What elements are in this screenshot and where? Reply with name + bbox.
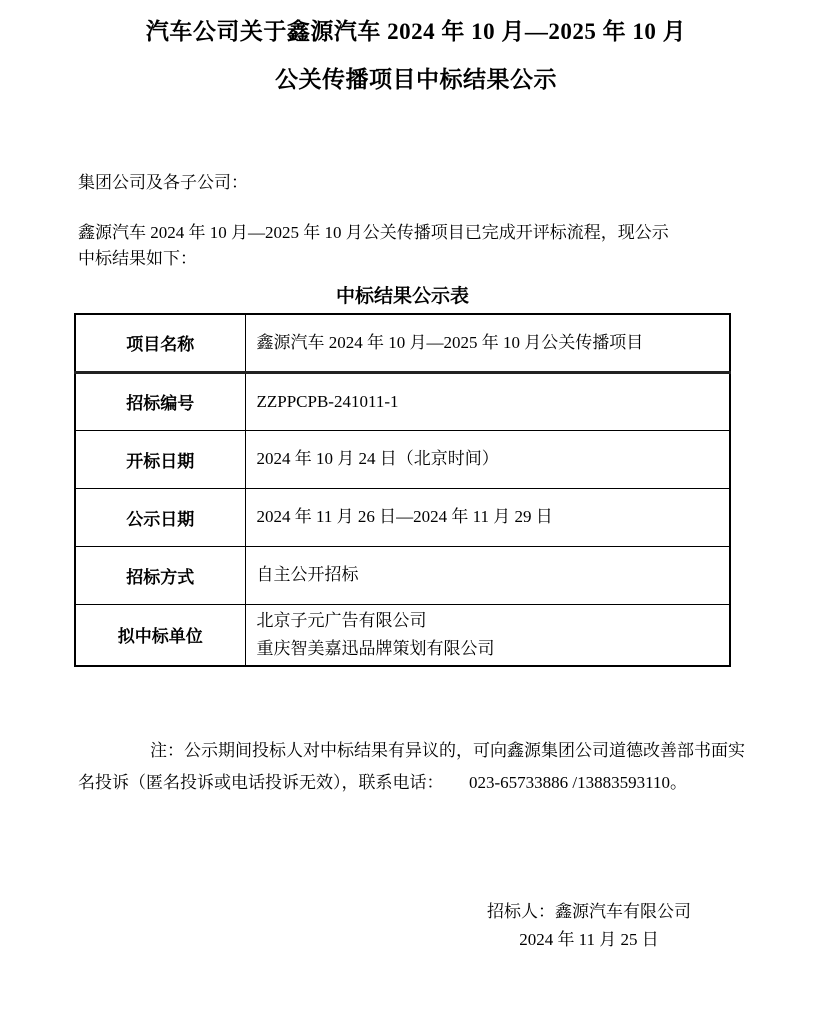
row-label-tender-method: 招标方式 <box>75 546 245 604</box>
row-value-tender-method <box>245 546 730 604</box>
note-line-2: 名投诉（匿名投诉或电话投诉无效），联系电话： 023-65733886 /13883593110。 <box>78 773 688 792</box>
row-value-line: 2024 年 11 月 26 日—2024 年 11 月 29 日 <box>256 507 553 526</box>
row-label-project-name: 项目名称 <box>75 314 245 372</box>
bid-results-table <box>74 313 731 667</box>
row-value-line: 鑫源汽车 2024 年 10 月—2025 年 10 月公关传播项目 <box>256 332 644 352</box>
document-title-line-1: 汽车公司关于鑫源汽车 2024 年 10 月—2025 年 10 月 <box>145 19 687 44</box>
signature-date: 2024 年 11 月 25 日 <box>519 930 659 949</box>
row-value-opening-date <box>245 430 730 488</box>
row-value-publicity-date <box>245 488 730 546</box>
row-label-opening-date: 开标日期 <box>75 430 245 488</box>
salutation: 集团公司及各子公司： <box>78 173 248 192</box>
row-value-winning-bidders <box>245 604 730 666</box>
note-line-1: 注：公示期间投标人对中标结果有异议的，可向鑫源集团公司道德改善部书面实 <box>150 741 745 760</box>
table-row-opening-date <box>75 430 730 488</box>
intro-paragraph <box>78 220 778 272</box>
winning-bidder-1: 北京子元广告有限公司 <box>256 610 427 630</box>
row-label-publicity-date: 公示日期 <box>75 488 245 546</box>
table-row-tender-method <box>75 546 730 604</box>
table-row-publicity-date <box>75 488 730 546</box>
table-row-winning-bidders <box>75 604 730 666</box>
tenderer-line: 招标人：鑫源汽车有限公司 <box>487 902 691 921</box>
intro-line-1: 鑫源汽车 2024 年 10 月—2025 年 10 月公关传播项目已完成开评标流程，现公示 <box>78 223 669 242</box>
row-value-project-name <box>245 314 730 372</box>
document-title-line-2: 公关传播项目中标结果公示 <box>275 67 557 92</box>
row-value-line: 自主公开招标 <box>256 565 359 584</box>
row-value-line: 2024 年 10 月 24 日（北京时间） <box>256 449 499 468</box>
row-label-tender-number: 招标编号 <box>75 372 245 430</box>
table-row-tender-number <box>75 372 730 430</box>
intro-line-2: 中标结果如下： <box>78 249 197 268</box>
signature-block <box>487 898 691 954</box>
row-value-line: ZZPPCPB-241011-1 <box>256 391 399 411</box>
document-title <box>0 8 832 104</box>
table-title: 中标结果公示表 <box>335 286 469 307</box>
row-label-winning-bidders: 拟中标单位 <box>75 604 245 666</box>
table-row-project-name <box>75 314 730 372</box>
note-paragraph <box>78 735 778 799</box>
winning-bidder-2: 重庆智美嘉迅品牌策划有限公司 <box>256 638 495 658</box>
row-value-tender-number <box>245 372 730 430</box>
